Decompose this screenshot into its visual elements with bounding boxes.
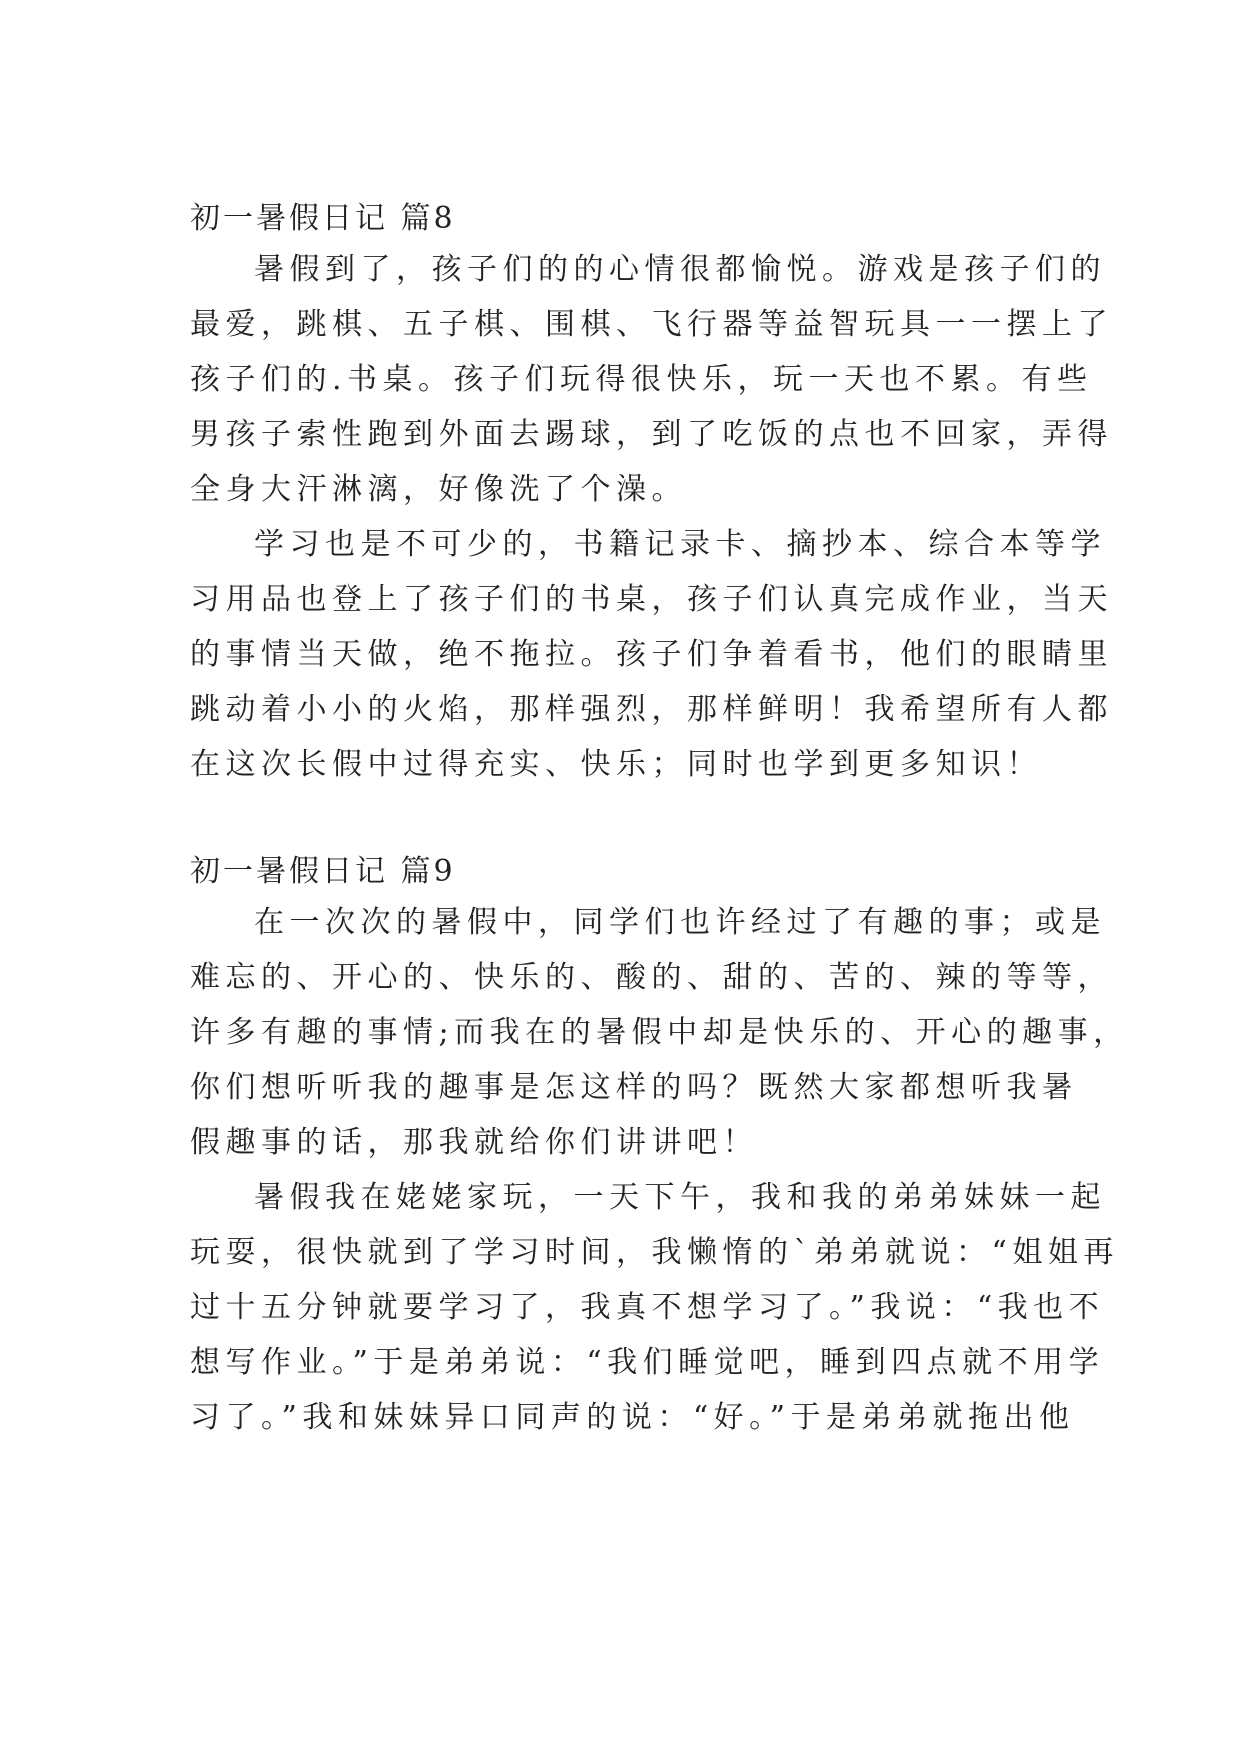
paragraph-line: 跳动着小小的火焰，那样强烈，那样鲜明！我希望所有人都	[190, 692, 1113, 727]
paragraph-line: 玩耍，很快就到了学习时间，我懒惰的`弟弟就说：“姐姐再	[190, 1235, 1119, 1270]
section-heading: 初一暑假日记 篇9	[190, 854, 456, 889]
paragraph-line: 难忘的、开心的、快乐的、酸的、甜的、苦的、辣的等等，	[190, 960, 1113, 995]
paragraph-line: 学习也是不可少的，书籍记录卡、摘抄本、综合本等学	[254, 527, 1106, 562]
paragraph-line: 最爱，跳棋、五子棋、围棋、飞行器等益智玩具一一摆上了	[190, 307, 1113, 342]
paragraph-line: 在这次长假中过得充实、快乐；同时也学到更多知识！	[190, 747, 1042, 782]
paragraph-line: 你们想听听我的趣事是怎这样的吗？既然大家都想听我暑	[190, 1070, 1078, 1105]
paragraph-line: 全身大汗淋漓，好像洗了个澡。	[190, 472, 687, 507]
paragraph-line: 过十五分钟就要学习了，我真不想学习了。”我说：“我也不	[190, 1290, 1105, 1325]
paragraph-line: 暑假到了，孩子们的的心情很都愉悦。游戏是孩子们的	[254, 252, 1106, 287]
paragraph-line: 假趣事的话，那我就给你们讲讲吧！	[190, 1125, 758, 1160]
paragraph-line: 在一次次的暑假中，同学们也许经过了有趣的事；或是	[254, 905, 1106, 940]
section-heading: 初一暑假日记 篇8	[190, 201, 456, 236]
paragraph-line: 孩子们的.书桌。孩子们玩得很快乐，玩一天也不累。有些	[190, 362, 1093, 397]
paragraph-line: 想写作业。”于是弟弟说：“我们睡觉吧，睡到四点就不用学	[190, 1345, 1105, 1380]
paragraph-line: 习了。”我和妹妹异口同声的说：“好。”于是弟弟就拖出他	[190, 1400, 1075, 1435]
paragraph-line: 男孩子索性跑到外面去踢球，到了吃饭的点也不回家，弄得	[190, 417, 1113, 452]
paragraph-line: 暑假我在姥姥家玩，一天下午，我和我的弟弟妹妹一起	[254, 1180, 1106, 1215]
paragraph-line: 许多有趣的事情;而我在的暑假中却是快乐的、开心的趣事，	[190, 1015, 1129, 1050]
paragraph-line: 的事情当天做，绝不拖拉。孩子们争着看书，他们的眼睛里	[190, 637, 1113, 672]
paragraph-line: 习用品也登上了孩子们的书桌，孩子们认真完成作业，当天	[190, 582, 1113, 617]
